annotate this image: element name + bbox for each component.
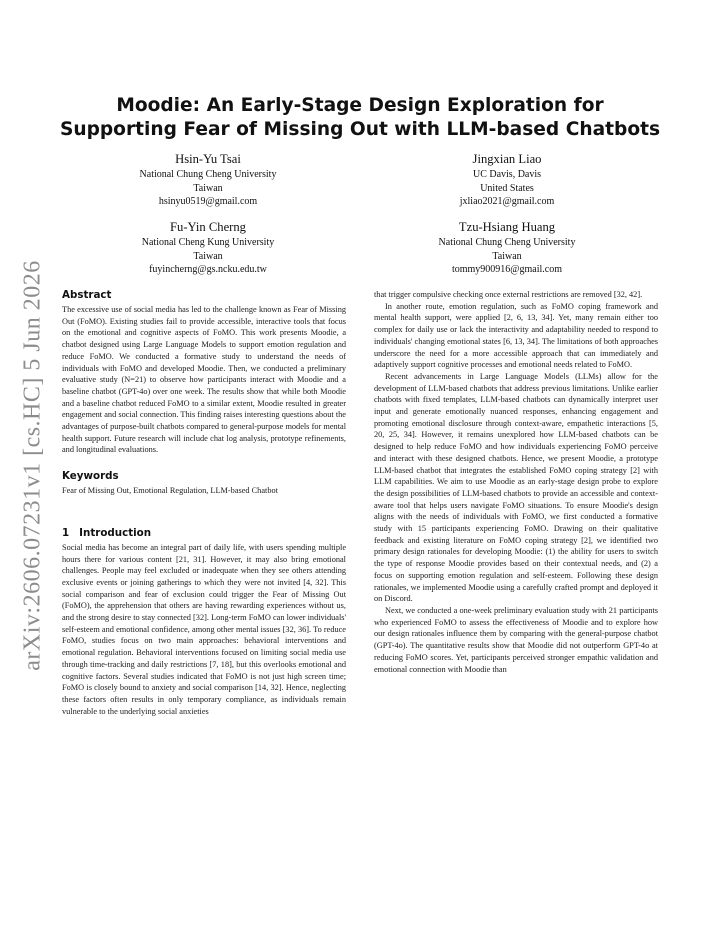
- paper-title: Moodie: An Early-Stage Design Exploration for Supporting Fear of Missing Out with LLM-based Chatbots: [59, 95, 661, 140]
- author-location: United States: [480, 182, 534, 194]
- author-affiliation: UC Davis, Davis: [472, 169, 542, 180]
- author-email: hsinyu0519@gmail.com: [158, 196, 258, 207]
- intro-paragraph: Recent advancements in Large Language Models (LLMs) allow for the development of LLM-based chatbots that address previous limitations. Unlike earlier chatbots with fixed templates, LLM-based chatbots can dynamically interpret user input and generate emotionally nuanced responses, enhancing engagement and promoting emotional disclosure through context-aware, empathetic interactions [5, 20, 25, 34]. However, it remains unexplored how LLM-based chatbots can be designed to help reduce FoMO and how individuals experiencing FoMO perceive and interact with these designed chatbots. Hence, we present Moodie, a prototype LLM-based chatbot that integrates the established FoMO coping strategy [2] with LLM capabilities. We aim to use Moodie as an early-stage design probe to explore the design possibilities of LLM-based chatbots to provide an accessible and context-aware tool that helps users navigate FoMO situations. To ensure Moodie's design aligns with the needs of individuals with FoMO, we first conducted a formative study with 15 participants experiencing FoMO. Drawing on their qualitative feedback and existing literature on FoMO coping strategy [2], we identified two primary design rationales for developing Moodie: (1) the ability for users to switch the type of response Moodie provides based on their contextual needs, and (2) a focus on supporting emotion regulation and self-esteem. Following these design rationales, we implemented Moodie using a carefully crafted prompt and deployed it on Discord.: [374, 371, 658, 604]
- arxiv-identifier-text: arXiv:2606.07231v1 [cs.HC] 5 Jun 2026: [19, 259, 46, 671]
- author-affiliation: National Cheng Kung University: [141, 237, 275, 248]
- author-name: Hsin-Yu Tsai: [175, 152, 241, 166]
- intro-paragraph: Social media has become an integral part of daily life, with users spending multiple hours there for various content [21, 31]. However, it may also bring emotional challenges. People may feel excluded or inadequate when they see others attending exclusive events or joining gatherings to which they were not invited [4, 32]. This social comparison and fear of exclusion could trigger the Fear of Missing Out (FoMO), the apprehension that others are having rewarding experiences without us, and the strong desire to stay connected [32]. Long-term FoMO can lower individuals' self-esteem and emotional confidence, among other mental issues [32, 36]. To reduce FoMO, studies focus on two main approaches: behavioral interventions and emotional regulation. Behavioral interventions focused on limiting social media use through time-tracking and daily restrictions [7, 18], but this overlooks emotional and cognitive factors. Several studies indicated that FoMO is not just high screen time; FoMO is closely bound to anxiety and social comparison [14, 32]. Hence, neglecting these factors often results in only temporary compliance, as individuals remain vulnerable to the underlying social anxieties: [62, 542, 346, 716]
- arxiv-identifier: [10, 259, 56, 671]
- left-column: [62, 289, 346, 717]
- right-column: [374, 289, 658, 675]
- abstract-text: The excessive use of social media has led to the challenge known as Fear of Missing Out (FoMO). Existing studies fail to provide accessible, interactive tools that focus on the emotional and cognitive aspects of FoMO. This work presents Moodie, a chatbot designed using Large Language Models to support emotion regulation and reduce FoMO. We conducted a formative study to understand the needs of individuals with FoMO and developed Moodie. Then, we conducted a preliminary evaluative study (N=21) to observe how participants interact with Moodie and a baseline chatbot (GPT-4o) over one week. The results show that while both Moodie and a baseline chatbot reduced FoMO to a similar extent, Moodie resulted in greater engagement and social connection. This finding raises interesting questions about the advantages of purpose-built chatbots compared to general-purpose models for mental health support. Future research will include chat log analysis, prototype refinements, and longitudinal evaluations.: [62, 305, 346, 455]
- author-block-2: [377, 151, 637, 209]
- keywords-text: Fear of Missing Out, Emotional Regulation, LLM-based Chatbot: [62, 486, 278, 496]
- intro-paragraph: Next, we conducted a one-week preliminary evaluation study with 21 participants who experienced FoMO to assess the effectiveness of Moodie and to explore how our design rationales influence them by comparing with the general-purpose chatbot (GPT-4o). The quantitative results show that Moodie did not outperform GPT-4o at reducing FoMO scores. Yet, participants perceived stronger empathic validation and emotional connection with Moodie than: [374, 605, 658, 674]
- author-location: Taiwan: [492, 250, 522, 262]
- intro-paragraph: In another route, emotion regulation, such as FoMO coping framework and mental health support, were applied [2, 6, 13, 34]. Yet, many remain either too complex for daily use or lack the interactivity and adaptability needed to respond to individuals' changing emotional states [6, 13, 34]. The limitations of both approaches underscore the need for a more accessible approach that can immediately and adaptively support cognitive processes and emotional needs related to FoMO.: [374, 301, 658, 370]
- author-email: fuyincherng@gs.ncku.edu.tw: [149, 264, 267, 275]
- author-block-3: [78, 219, 338, 277]
- author-email: jxliao2021@gmail.com: [459, 196, 555, 207]
- author-location: Taiwan: [193, 182, 223, 194]
- author-location: Taiwan: [193, 250, 223, 262]
- abstract-heading: Abstract: [62, 289, 112, 301]
- author-affiliation: National Chung Cheng University: [139, 169, 277, 180]
- author-block-4: [377, 219, 637, 277]
- section-title: Introduction: [79, 526, 152, 539]
- author-affiliation: National Chung Cheng University: [438, 237, 576, 248]
- intro-paragraph-continued: that trigger compulsive checking once external restrictions are removed [32, 42].: [374, 290, 643, 299]
- author-name: Jingxian Liao: [472, 152, 542, 166]
- introduction-heading: [62, 527, 346, 540]
- keywords-heading: Keywords: [62, 470, 119, 483]
- author-name: Tzu-Hsiang Huang: [458, 220, 556, 234]
- author-name: Fu-Yin Cherng: [170, 220, 246, 234]
- section-number: 1: [62, 526, 70, 539]
- author-email: tommy900916@gmail.com: [451, 264, 563, 275]
- author-block-1: [78, 151, 338, 209]
